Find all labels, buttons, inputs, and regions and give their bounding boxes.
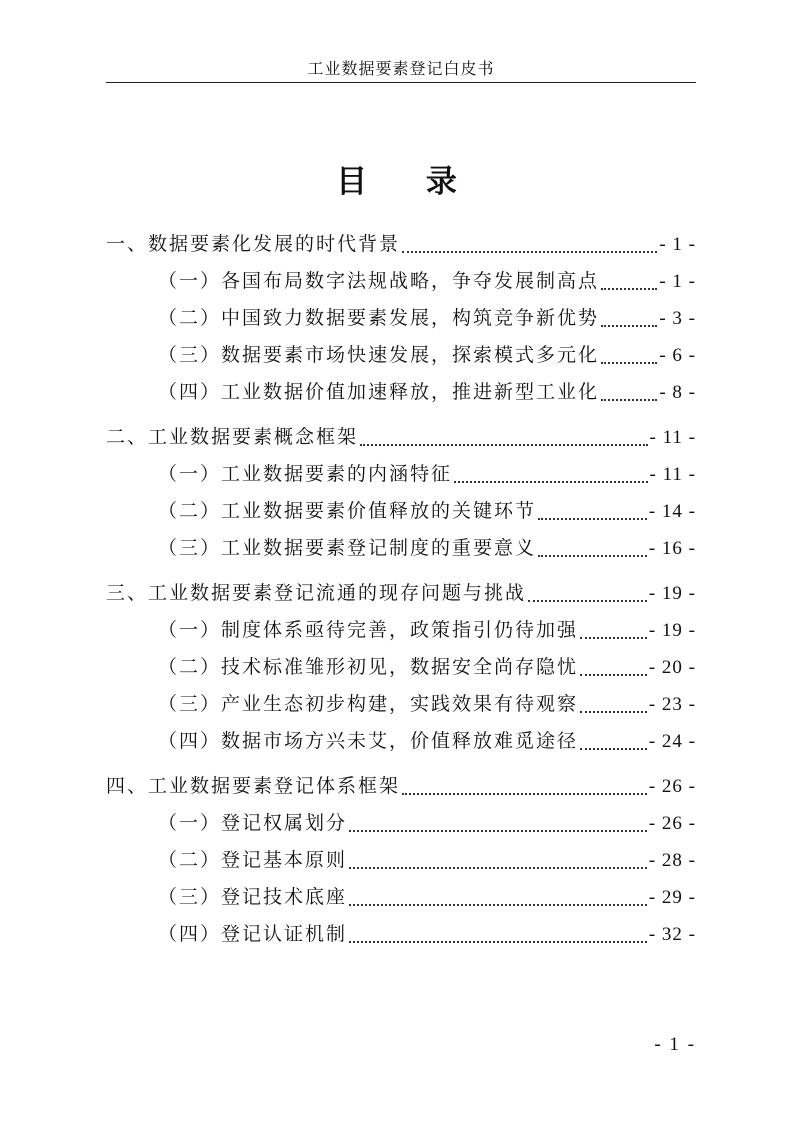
toc-entry-title: （二）登记基本原则 — [158, 849, 348, 871]
toc-entry-title: （三）登记技术底座 — [158, 886, 348, 908]
toc-entry-title: （一）登记权属划分 — [158, 812, 348, 834]
toc-dot-leader — [349, 830, 647, 832]
toc-entry-section[interactable] — [106, 374, 696, 411]
toc-entry-page: - 8 - — [659, 382, 696, 403]
toc-entry-page: - 1 - — [659, 271, 696, 292]
toc-entry-page: - 26 - — [648, 776, 696, 797]
toc-dot-leader — [580, 674, 647, 676]
toc-entry-section[interactable] — [106, 337, 696, 374]
toc-entry-title: （一）工业数据要素的内涵特征 — [158, 463, 453, 485]
toc-entry-page: - 19 - — [648, 583, 696, 604]
toc-dot-leader — [601, 288, 657, 290]
toc-dot-leader — [538, 518, 647, 520]
toc-entry-title: （一）各国布局数字法规战略，争夺发展制高点 — [158, 270, 600, 292]
table-of-contents — [106, 226, 696, 953]
toc-entry-page: - 20 - — [648, 657, 696, 678]
toc-entry-section[interactable] — [106, 805, 696, 842]
toc-entry-page: - 19 - — [648, 620, 696, 641]
toc-dot-leader — [528, 600, 647, 602]
toc-entry-chapter[interactable] — [106, 575, 696, 612]
toc-entry-title: （三）工业数据要素登记制度的重要意义 — [158, 537, 537, 559]
toc-entry-title: 四、工业数据要素登记体系框架 — [106, 775, 401, 797]
toc-entry-section[interactable] — [106, 649, 696, 686]
toc-entry-chapter[interactable] — [106, 226, 696, 263]
toc-dot-leader — [360, 444, 648, 446]
toc-dot-leader — [454, 481, 648, 483]
toc-dot-leader — [580, 637, 647, 639]
toc-entry-title: （四）登记认证机制 — [158, 923, 348, 945]
toc-dot-leader — [402, 251, 657, 253]
toc-entry-chapter[interactable] — [106, 419, 696, 456]
toc-dot-leader — [601, 325, 657, 327]
toc-entry-page: - 6 - — [659, 345, 696, 366]
toc-entry-title: （四）工业数据价值加速释放，推进新型工业化 — [158, 381, 600, 403]
toc-entry-section[interactable] — [106, 723, 696, 760]
toc-dot-leader — [580, 748, 647, 750]
toc-entry-page: - 24 - — [648, 731, 696, 752]
toc-entry-title: 三、工业数据要素登记流通的现存问题与挑战 — [106, 582, 527, 604]
header-rule — [106, 82, 696, 83]
toc-entry-page: - 11 - — [649, 427, 696, 448]
toc-entry-title: （一）制度体系亟待完善，政策指引仍待加强 — [158, 619, 579, 641]
toc-entry-page: - 26 - — [648, 813, 696, 834]
toc-entry-title: 一、数据要素化发展的时代背景 — [106, 233, 401, 255]
toc-entry-title: （三）数据要素市场快速发展，探索模式多元化 — [158, 344, 600, 366]
toc-dot-leader — [538, 555, 647, 557]
toc-dot-leader — [349, 904, 647, 906]
toc-dot-leader — [402, 793, 647, 795]
toc-entry-title: （二）中国致力数据要素发展，构筑竞争新优势 — [158, 307, 600, 329]
toc-entry-page: - 32 - — [648, 924, 696, 945]
toc-entry-section[interactable] — [106, 612, 696, 649]
toc-entry-section[interactable] — [106, 493, 696, 530]
running-header: 工业数据要素登记白皮书 — [307, 59, 495, 78]
toc-entry-section[interactable] — [106, 916, 696, 953]
toc-title: 目 录 — [336, 164, 481, 200]
toc-entry-page: - 3 - — [659, 308, 696, 329]
toc-dot-leader — [349, 941, 647, 943]
toc-entry-section[interactable] — [106, 842, 696, 879]
toc-entry-chapter[interactable] — [106, 768, 696, 805]
toc-entry-section[interactable] — [106, 456, 696, 493]
toc-entry-title: （二）技术标准雏形初见，数据安全尚存隐忧 — [158, 656, 579, 678]
toc-entry-title: （四）数据市场方兴未艾，价值释放难觅途径 — [158, 730, 579, 752]
toc-entry-page: - 28 - — [648, 850, 696, 871]
toc-entry-page: - 16 - — [648, 538, 696, 559]
toc-entry-section[interactable] — [106, 879, 696, 916]
toc-entry-section[interactable] — [106, 263, 696, 300]
toc-entry-page: - 14 - — [648, 501, 696, 522]
toc-entry-title: （二）工业数据要素价值释放的关键环节 — [158, 500, 537, 522]
toc-entry-section[interactable] — [106, 300, 696, 337]
toc-entry-section[interactable] — [106, 686, 696, 723]
toc-dot-leader — [601, 362, 657, 364]
toc-entry-page: - 29 - — [648, 887, 696, 908]
page-number: - 1 - — [654, 1034, 696, 1055]
toc-entry-title: （三）产业生态初步构建，实践效果有待观察 — [158, 693, 579, 715]
toc-dot-leader — [580, 711, 647, 713]
toc-entry-section[interactable] — [106, 530, 696, 567]
toc-entry-title: 二、工业数据要素概念框架 — [106, 426, 359, 448]
toc-entry-page: - 1 - — [659, 234, 696, 255]
toc-dot-leader — [601, 399, 657, 401]
toc-entry-page: - 23 - — [648, 694, 696, 715]
toc-entry-page: - 11 - — [649, 464, 696, 485]
toc-dot-leader — [349, 867, 647, 869]
